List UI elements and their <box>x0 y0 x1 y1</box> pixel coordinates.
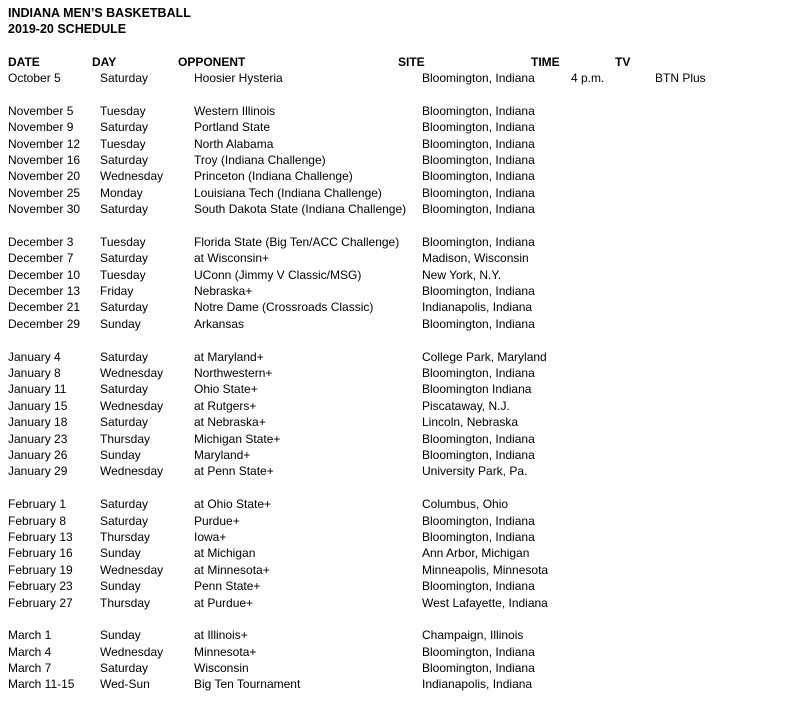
schedule-row <box>0 136 800 152</box>
game-opponent: Michigan State+ <box>194 431 281 446</box>
game-opponent: at Nebraska+ <box>194 415 266 430</box>
game-date: February 1 <box>8 497 67 512</box>
column-headers <box>0 54 800 70</box>
game-date: February 23 <box>8 579 73 594</box>
game-day: Wednesday <box>100 562 164 577</box>
game-date: December 29 <box>8 316 81 331</box>
game-opponent: Northwestern+ <box>194 366 273 381</box>
game-day: Sunday <box>100 579 141 594</box>
game-site: Bloomington, Indiana <box>422 513 535 528</box>
game-site: Bloomington, Indiana <box>422 120 535 135</box>
schedule-row <box>0 267 800 283</box>
game-day: Wednesday <box>100 644 164 659</box>
game-date: January 4 <box>8 349 61 364</box>
game-opponent: Notre Dame (Crossroads Classic) <box>194 300 374 315</box>
game-day: Saturday <box>100 251 149 266</box>
schedule-row <box>0 562 800 578</box>
game-date: November 20 <box>8 169 81 184</box>
game-date: November 9 <box>8 120 74 135</box>
game-site: Bloomington, Indiana <box>422 579 535 594</box>
game-day: Wednesday <box>100 169 164 184</box>
schedule-row <box>0 234 800 250</box>
game-site: Minneapolis, Minnesota <box>422 562 549 577</box>
game-opponent: at Minnesota+ <box>194 562 270 577</box>
game-site: West Lafayette, Indiana <box>422 595 548 610</box>
game-day: Wed-Sun <box>100 677 150 692</box>
game-site: Bloomington, Indiana <box>422 103 535 118</box>
schedule-row <box>0 463 800 479</box>
schedule-row <box>0 644 800 660</box>
game-site: Columbus, Ohio <box>422 497 509 512</box>
game-site: Bloomington, Indiana <box>422 169 535 184</box>
schedule-row <box>0 513 800 529</box>
game-date: January 26 <box>8 447 68 462</box>
game-date: December 7 <box>8 251 74 266</box>
game-opponent: North Alabama <box>194 136 274 151</box>
game-opponent: Princeton (Indiana Challenge) <box>194 169 353 184</box>
game-site: Bloomington, Indiana <box>422 529 535 544</box>
schedule-row <box>0 676 800 692</box>
game-day: Tuesday <box>100 234 146 249</box>
game-opponent: at Purdue+ <box>194 595 254 610</box>
header-day: DAY <box>92 55 117 69</box>
game-opponent: Wisconsin <box>194 661 249 676</box>
game-date: December 13 <box>8 284 81 299</box>
game-day: Saturday <box>100 415 149 430</box>
game-date: November 30 <box>8 202 81 217</box>
game-day: Sunday <box>100 546 141 561</box>
schedule-list <box>0 70 800 693</box>
document-title: INDIANA MEN’S BASKETBALL <box>8 6 191 20</box>
schedule-row <box>0 529 800 545</box>
schedule-row <box>0 349 800 365</box>
game-opponent: Hoosier Hysteria <box>194 71 283 85</box>
schedule-row <box>0 250 800 266</box>
game-date: November 16 <box>8 152 81 167</box>
schedule-row <box>0 152 800 168</box>
schedule-row <box>0 660 800 676</box>
schedule-row <box>0 627 800 643</box>
schedule-row <box>0 578 800 594</box>
schedule-row <box>0 70 800 86</box>
schedule-row <box>0 447 800 463</box>
game-opponent: at Ohio State+ <box>194 497 272 512</box>
game-site: Bloomington, Indiana <box>422 431 535 446</box>
game-date: October 5 <box>8 71 61 85</box>
game-date: January 29 <box>8 464 68 479</box>
game-site: Bloomington, Indiana <box>422 152 535 167</box>
game-day: Thursday <box>100 595 151 610</box>
game-opponent: Big Ten Tournament <box>194 677 301 692</box>
game-date: March 7 <box>8 661 52 676</box>
schedule-row <box>0 103 800 119</box>
schedule-row <box>0 119 800 135</box>
game-site: University Park, Pa. <box>422 464 528 479</box>
game-day: Thursday <box>100 529 151 544</box>
header-time: TIME <box>531 55 560 69</box>
game-opponent: at Illinois+ <box>194 628 248 643</box>
game-site: Champaign, Illinois <box>422 628 524 643</box>
game-site: Madison, Wisconsin <box>422 251 529 266</box>
schedule-row <box>0 168 800 184</box>
game-day: Saturday <box>100 382 149 397</box>
game-opponent: Ohio State+ <box>194 382 258 397</box>
game-day: Monday <box>100 185 143 200</box>
game-site: Bloomington, Indiana <box>422 316 535 331</box>
game-date: February 27 <box>8 595 73 610</box>
game-opponent: at Michigan <box>194 546 256 561</box>
game-time: 4 p.m. <box>571 71 605 85</box>
schedule-row <box>0 185 800 201</box>
header-date: DATE <box>8 55 40 69</box>
game-date: January 18 <box>8 415 68 430</box>
game-day: Wednesday <box>100 464 164 479</box>
game-site: Indianapolis, Indiana <box>422 300 533 315</box>
game-day: Tuesday <box>100 267 146 282</box>
game-opponent: Louisiana Tech (Indiana Challenge) <box>194 185 382 200</box>
game-site: College Park, Maryland <box>422 349 547 364</box>
game-date: December 21 <box>8 300 81 315</box>
schedule-row <box>0 545 800 561</box>
game-opponent: at Penn State+ <box>194 464 274 479</box>
game-day: Wednesday <box>100 366 164 381</box>
game-date: March 11-15 <box>8 677 75 692</box>
game-date: January 23 <box>8 431 68 446</box>
game-site: Bloomington Indiana <box>422 382 532 397</box>
game-site: Bloomington, Indiana <box>422 284 535 299</box>
game-opponent: Maryland+ <box>194 447 251 462</box>
schedule-row <box>0 283 800 299</box>
game-site: Indianapolis, Indiana <box>422 677 533 692</box>
game-site: Bloomington, Indiana <box>422 71 535 85</box>
game-opponent: Iowa+ <box>194 529 227 544</box>
game-site: Bloomington, Indiana <box>422 661 535 676</box>
schedule-row <box>0 201 800 217</box>
game-opponent: Nebraska+ <box>194 284 253 299</box>
header-tv: TV <box>615 55 631 69</box>
schedule-row <box>0 299 800 315</box>
game-day: Thursday <box>100 431 151 446</box>
game-day: Saturday <box>100 513 149 528</box>
game-site: Piscataway, N.J. <box>422 398 510 413</box>
game-date: February 16 <box>8 546 73 561</box>
game-tv: BTN Plus <box>655 71 706 85</box>
game-date: January 8 <box>8 366 61 381</box>
game-site: New York, N.Y. <box>422 267 502 282</box>
game-date: January 15 <box>8 398 68 413</box>
game-site: Lincoln, Nebraska <box>422 415 519 430</box>
game-date: November 25 <box>8 185 81 200</box>
header-site: SITE <box>398 55 425 69</box>
game-date: December 3 <box>8 234 74 249</box>
game-day: Saturday <box>100 152 149 167</box>
schedule-row <box>0 398 800 414</box>
game-day: Saturday <box>100 71 149 85</box>
game-day: Tuesday <box>100 103 146 118</box>
game-day: Saturday <box>100 300 149 315</box>
game-opponent: Penn State+ <box>194 579 261 594</box>
game-opponent: Portland State <box>194 120 271 135</box>
game-opponent: Arkansas <box>194 316 245 331</box>
game-opponent: South Dakota State (Indiana Challenge) <box>194 202 407 217</box>
game-opponent: at Rutgers+ <box>194 398 257 413</box>
game-date: February 13 <box>8 529 73 544</box>
game-opponent: UConn (Jimmy V Classic/MSG) <box>194 267 362 282</box>
game-day: Saturday <box>100 497 149 512</box>
game-date: November 5 <box>8 103 74 118</box>
game-date: December 10 <box>8 267 81 282</box>
game-site: Bloomington, Indiana <box>422 136 535 151</box>
game-opponent: Minnesota+ <box>194 644 257 659</box>
schedule-row <box>0 431 800 447</box>
game-site: Bloomington, Indiana <box>422 185 535 200</box>
game-date: February 8 <box>8 513 67 528</box>
game-site: Bloomington, Indiana <box>422 202 535 217</box>
game-day: Saturday <box>100 120 149 135</box>
game-date: February 19 <box>8 562 73 577</box>
game-date: March 4 <box>8 644 52 659</box>
game-opponent: at Wisconsin+ <box>194 251 270 266</box>
schedule-row <box>0 316 800 332</box>
game-day: Sunday <box>100 316 141 331</box>
game-site: Bloomington, Indiana <box>422 234 535 249</box>
document-subtitle: 2019-20 SCHEDULE <box>8 22 127 36</box>
game-opponent: Troy (Indiana Challenge) <box>194 152 326 167</box>
game-day: Tuesday <box>100 136 146 151</box>
game-day: Saturday <box>100 202 149 217</box>
game-day: Friday <box>100 284 134 299</box>
schedule-row <box>0 381 800 397</box>
game-opponent: Western Illinois <box>194 103 276 118</box>
game-site: Ann Arbor, Michigan <box>422 546 530 561</box>
game-day: Saturday <box>100 349 149 364</box>
game-day: Wednesday <box>100 398 164 413</box>
game-site: Bloomington, Indiana <box>422 644 535 659</box>
game-opponent: Purdue+ <box>194 513 240 528</box>
game-opponent: at Maryland+ <box>194 349 264 364</box>
header-opponent: OPPONENT <box>178 55 246 69</box>
schedule-row <box>0 414 800 430</box>
game-date: March 1 <box>8 628 52 643</box>
game-date: January 11 <box>8 382 67 397</box>
game-day: Sunday <box>100 628 141 643</box>
game-date: November 12 <box>8 136 81 151</box>
game-opponent: Florida State (Big Ten/ACC Challenge) <box>194 234 400 249</box>
schedule-row <box>0 595 800 611</box>
game-day: Sunday <box>100 447 141 462</box>
schedule-row <box>0 496 800 512</box>
schedule-row <box>0 365 800 381</box>
game-site: Bloomington, Indiana <box>422 447 535 462</box>
game-day: Saturday <box>100 661 149 676</box>
game-site: Bloomington, Indiana <box>422 366 535 381</box>
